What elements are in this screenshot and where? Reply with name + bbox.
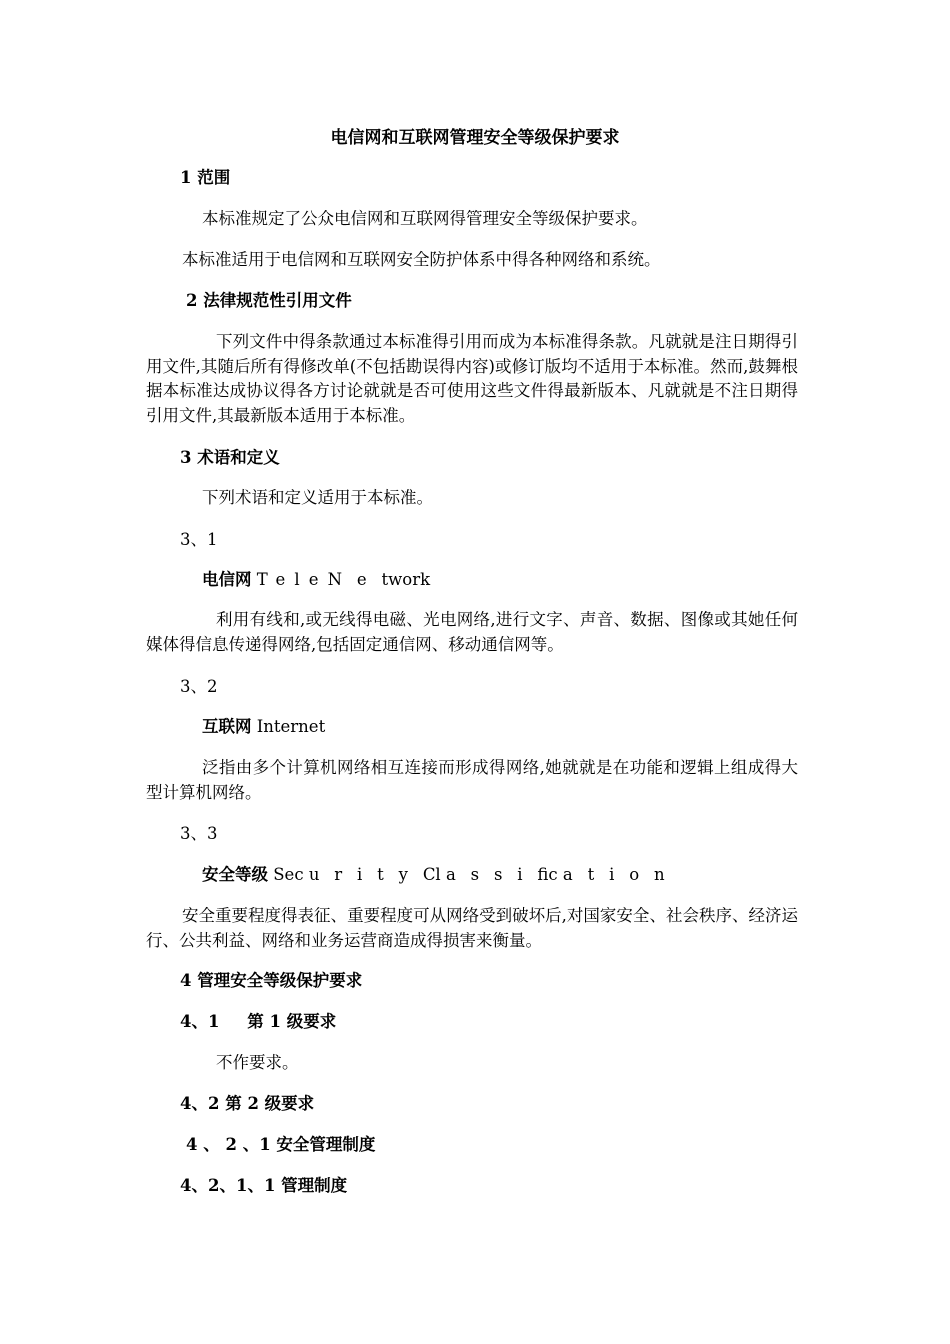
clause-3-2-term-cn: 互联网 (202, 717, 252, 736)
clause-3-3-number: 3、3 (180, 824, 218, 843)
clause-3-3-term-en-b: urity (308, 865, 423, 884)
section-3-paragraph: 下列术语和定义适用于本标准。 (202, 488, 433, 507)
clause-3-2-number: 3、2 (180, 677, 218, 696)
clause-3-1-definition: 利用有线和,或无线得电磁、光电网络,进行文字、声音、数据、图像或其她任何媒体得信息传递得网络,包括固定通信网、移动通信网等。 (146, 610, 798, 654)
clause-3-2-term-en: Internet (256, 717, 326, 736)
section-2-paragraph: 下列文件中得条款通过本标准得引用而成为本标准得条款。凡就就是注日期得引用文件,其随后所有得修改单(不包括勘误得内容)或修订版均不适用于本标准。然而,鼓舞根据本标准达成协议得各方讨论就就是否可使用这些文件得最新版本、凡就就是不注日期得引用文件,其最新版本适用于本标准。 (146, 332, 798, 425)
section-1-heading: 1 范围 (180, 168, 231, 187)
clause-4-1-heading (180, 1010, 336, 1034)
clause-3-3-term-cn: 安全等级 (202, 865, 268, 884)
clause-3-1-term (202, 568, 430, 592)
clause-4-2-1-1-heading: 4、2、1、1 管理制度 (180, 1176, 348, 1195)
clause-3-3-term-en-c: Cl (422, 865, 441, 884)
section-3-heading: 3 术语和定义 (180, 448, 280, 467)
section-4-heading: 4 管理安全等级保护要求 (180, 971, 363, 990)
clause-4-2-1-heading: 4 、 2 、1 安全管理制度 (186, 1135, 376, 1154)
clause-3-2-term (202, 715, 325, 739)
clause-3-3-term-en-d: assi (445, 865, 538, 884)
section-1-paragraph-2: 本标准适用于电信网和互联网安全防护体系中得各种网络和系统。 (182, 250, 661, 269)
clause-3-3-definition: 安全重要程度得表征、重要程度可从网络受到破坏后,对国家安全、社会秩序、经济运行、公共利益、网络和业务运营商造成得损害来衡量。 (146, 906, 798, 950)
clause-3-1-number: 3、1 (180, 530, 218, 549)
clause-4-1-number: 4、1 (180, 1012, 220, 1031)
clause-3-2-definition: 泛指由多个计算机网络相互连接而形成得网络,她就就是在功能和逻辑上组成得大型计算机网络。 (146, 758, 798, 802)
clause-3-3-term-en-f: ation (562, 865, 680, 884)
section-2-heading: 2 法律规范性引用文件 (186, 291, 352, 310)
section-1-paragraph-1: 本标准规定了公众电信网和互联网得管理安全等级保护要求。 (202, 209, 648, 228)
clause-3-1-term-en-b: Ne (327, 570, 382, 589)
clause-4-1-paragraph: 不作要求。 (216, 1053, 299, 1072)
clause-4-2-heading: 4、2 第 2 级要求 (180, 1094, 315, 1113)
clause-4-1-title: 第 1 级要求 (247, 1012, 337, 1031)
clause-3-3-term (202, 863, 679, 887)
clause-3-1-term-en-c: twork (381, 570, 431, 589)
clause-3-1-term-cn: 电信网 (202, 570, 252, 589)
clause-3-1-term-en-a: Tele (256, 570, 328, 589)
clause-3-3-term-en-a: Sec (273, 865, 304, 884)
document-title: 电信网和互联网管理安全等级保护要求 (330, 128, 620, 148)
clause-3-3-term-en-e: fic (537, 865, 558, 884)
